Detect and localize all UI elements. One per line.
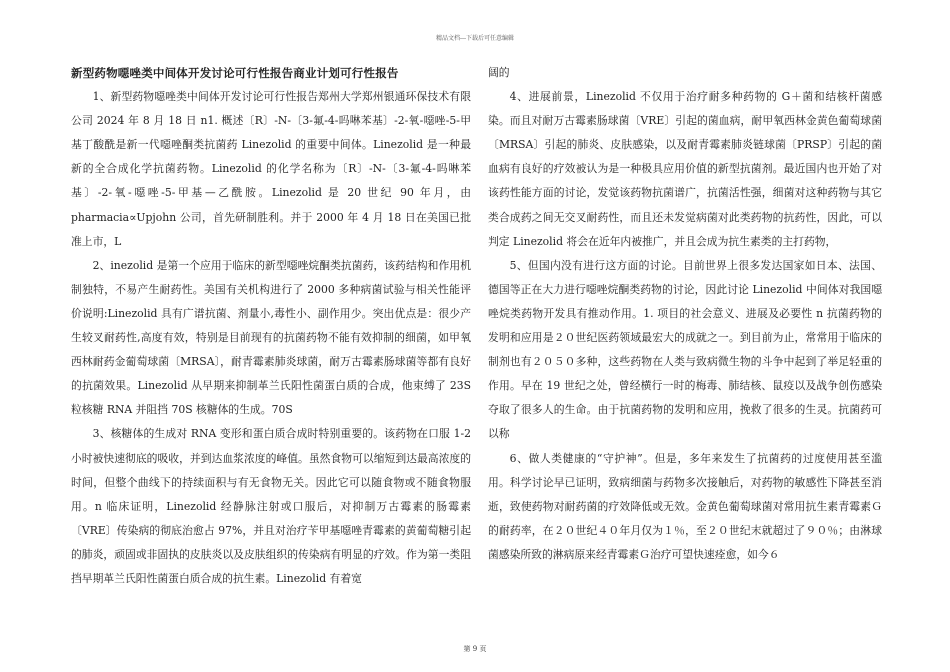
left-column bbox=[71, 61, 471, 591]
paragraph-4: 4、进展前景，Linezolid 不仅用于治疗耐多种药物的 G＋菌和结核杆菌感染。而且对耐万古霉素肠球菌〔VRE〕引起的菌血病，耐甲氧西林金黄色葡萄球菌〔MRSA〕引起的肺炎、皮肤感染，以及耐青霉素肺炎链球菌〔PRSP〕引起的菌血病有良好的疗效被认为是一种极具应用价值的新型抗菌剂。最近国内也开始了对该药性能方面的讨论，发觉该药物抗菌谱广，抗菌活性强，细菌对这种药物与其它类合成药之间无交叉耐药性，而且还未发觉病菌对此类药物的抗药性，因此，可以判定 Linezolid 将会在近年内被推广，并且会成为抗生素类的主打药物， bbox=[488, 90, 882, 248]
paragraph-6: 6、做人类健康的“守护神”。但是，多年来发生了抗菌药的过度使用甚至滥用。科学讨论早已证明，致病细菌与药物多次接触后，对药物的敏感性下降甚至消逝，致使药物对耐药菌的疗效降低或无效。金黄色葡萄球菌对常用抗生素青霉素Ｇ的耐药率，在２０世纪４０年月仅为１％，至２０世纪末就超过了９０％；由淋球菌感染所致的淋病原来经青霉素Ｇ治疗可望快速痊愈，如今６ bbox=[488, 451, 882, 561]
paragraph-1: 1、新型药物噁唑类中间体开发讨论可行性报告郑州大学郑州银通环保技术有限公司 2024 年 8 月 18 日 n1. 概述〔R〕-N-〔3-氟-4-吗啉苯基〕-2-氧-噁唑-5-甲基丁酸酰是新一代噁唑酮类抗菌药 Linezolid 的重要中间体。Linezolid 是一种最新的全合成化学抗菌药物。Linezolid 的化学名称为〔R〕-N-〔3-氟-4-吗啉苯基〕-2-氧-噁唑-5-甲基—乙酰胺。Linezolid 是 20 世纪 90 年月，由 pharmacia∝Upjohn 公司，首先研制胜利。并于 2000 年 4 月 18 日在美国已批准上市，L bbox=[71, 90, 471, 248]
document-title: 新型药物噁唑类中间体开发讨论可行性报告商业计划可行性报告 bbox=[71, 66, 399, 80]
paragraph-2: 2、inezolid 是第一个应用于临床的新型噁唑烷酮类抗菌药，该药结构和作用机制独特，不易产生耐药性。美国有关机构进行了 2000 多种病菌试验与相关性能评价说明:Linezolid 具有广谱抗菌、剂量小,毒性小、副作用少。突出优点是：很少产生较叉耐药性,高度有效，特别是目前现有的抗菌药物不能有效抑制的细菌，如甲氧西林耐药金葡萄球菌〔MRSA〕，耐青霉素肺炎球菌，耐万古霉素肠球菌等都有良好的抗菌效果。Linezolid 从早期来抑制革兰氏阳性菌蛋白质的合成，他束缚了 23S 粒核糖 RNA 并阻挡 70S 核糖体的生成。70S bbox=[71, 258, 471, 417]
page-number: 第 9 页 bbox=[463, 645, 487, 653]
right-column bbox=[488, 61, 882, 567]
paragraph-continuation: 阔的 bbox=[488, 66, 510, 79]
paragraph-3: 3、核糖体的生成对 RNA 变形和蛋白质合成时特别重要的。该药物在口服 1-2 小时被快速彻底的吸收，并到达血浆浓度的峰值。虽然食物可以缩短到达最高浓度的时间，但整个曲线下的持续面积与有无食物无关。因此它可以随食物或不随食物服用。n 临床证明，Linezolid 经静脉注射或口服后，对抑制万古霉素的肠霉素〔VRE〕传染病的彻底治愈占 97%，并且对治疗苄甲基噁唑青霉素的黄葡萄糖引起的肺炎，顽固或非固执的皮肤炎以及皮肤组织的传染病有明显的疗效。作为第一类阻挡早期革兰氏阳性菌蛋白质合成的抗生素。Linezolid 有着宽 bbox=[71, 427, 471, 585]
paragraph-5: 5、但国内没有进行这方面的讨论。目前世界上很多发达国家如日本、法国、德国等正在大力进行噁唑烷酮类药物的讨论，因此讨论 Linezolid 中间体对我国噁唑烷类药物开发具有推动作用。1. 项目的社会意义、进展及必要性 n 抗菌药物的发明和应用是２０世纪医药领域最宏大的成就之一。到目前为止，常常用于临床的制剂也有２０５０多种，这些药物在人类与致病微生物的斗争中起到了举足轻重的作用。早在 19 世纪之处，曾经横行一时的梅毒、肺结核、鼠疫以及战争创伤感染夺取了很多人的生命。由于抗菌药物的发明和应用，挽救了很多的生灵。抗菌药可以称 bbox=[488, 258, 882, 441]
header-note: 精品文档---下载后可任意编辑 bbox=[435, 35, 515, 42]
